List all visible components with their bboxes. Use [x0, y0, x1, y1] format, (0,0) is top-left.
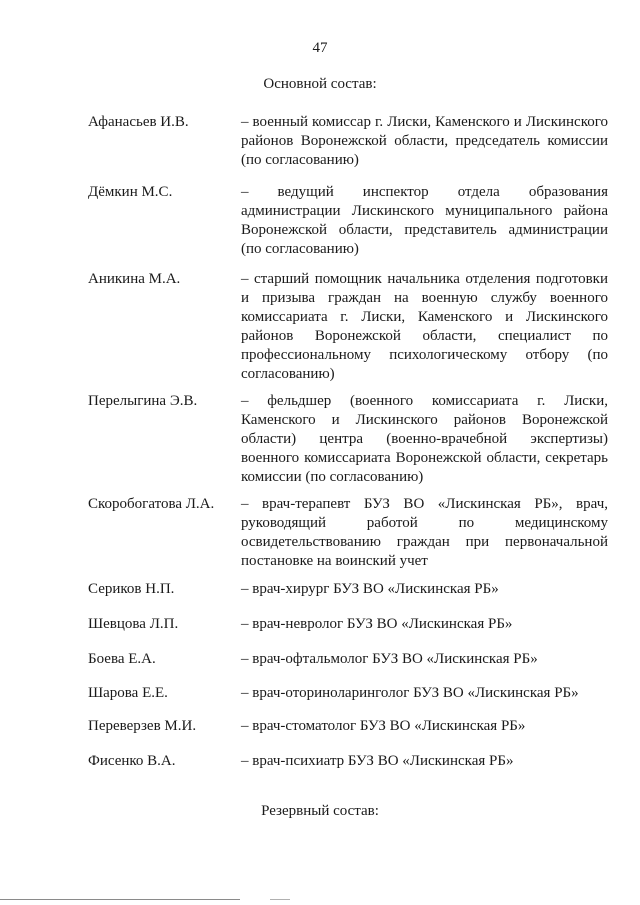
member-name: Скоробогатова Л.А.	[88, 496, 215, 512]
bottom-rule-fragment	[270, 899, 290, 900]
member-role: – врач-терапевт БУЗ ВО «Лискинская РБ», врач, руководящий работой по медицинскому освидетельствованию граждан при первоначальной постановке на воинский учет	[241, 496, 608, 569]
member-name: Боева Е.А.	[88, 651, 156, 667]
member-role: – ведущий инспектор отдела образования администрации Лискинского муниципального района Воронежской области, представитель администрации (по согласованию)	[241, 184, 608, 257]
member-role: – врач-стоматолог БУЗ ВО «Лискинская РБ»	[241, 718, 526, 734]
member-role: – врач-невролог БУЗ ВО «Лискинская РБ»	[241, 616, 513, 632]
bottom-rule	[0, 899, 240, 900]
main-composition-heading: Основной состав:	[263, 76, 377, 92]
member-name: Аникина М.А.	[88, 271, 181, 287]
member-role: – врач-офтальмолог БУЗ ВО «Лискинская РБ»	[241, 651, 538, 667]
reserve-composition-heading: Резервный состав:	[261, 803, 379, 819]
member-name: Переверзев М.И.	[88, 718, 197, 734]
member-role: – фельдшер (военного комиссариата г. Лиски, Каменского и Лискинского районов Воронежской области) центра (военно-врачебной экспертизы) военного комиссариата Воронежской области, секретарь комиссии (по согласованию)	[241, 393, 608, 485]
member-name: Афанасьев И.В.	[88, 114, 189, 130]
member-name: Сериков Н.П.	[88, 581, 175, 597]
member-role: – врач-оториноларинголог БУЗ ВО «Лискинская РБ»	[241, 685, 579, 701]
member-name: Перелыгина Э.В.	[88, 393, 198, 409]
member-role: – военный комиссар г. Лиски, Каменского и Лискинского районов Воронежской области, председатель комиссии (по согласованию)	[241, 114, 608, 168]
member-name: Шарова Е.Е.	[88, 685, 168, 701]
member-name: Фисенко В.А.	[88, 753, 176, 769]
member-role: – врач-психиатр БУЗ ВО «Лискинская РБ»	[241, 753, 514, 769]
page-number: 47	[312, 40, 328, 56]
member-name: Шевцова Л.П.	[88, 616, 179, 632]
member-role: – врач-хирург БУЗ ВО «Лискинская РБ»	[241, 581, 499, 597]
member-role: – старший помощник начальника отделения подготовки и призыва граждан на военную службу военного комиссариата г. Лиски, Каменского и Лискинского районов Воронежской области, специалист по профессиональному психологическому отбору (по согласованию)	[241, 271, 608, 382]
member-name: Дёмкин М.С.	[88, 184, 173, 200]
